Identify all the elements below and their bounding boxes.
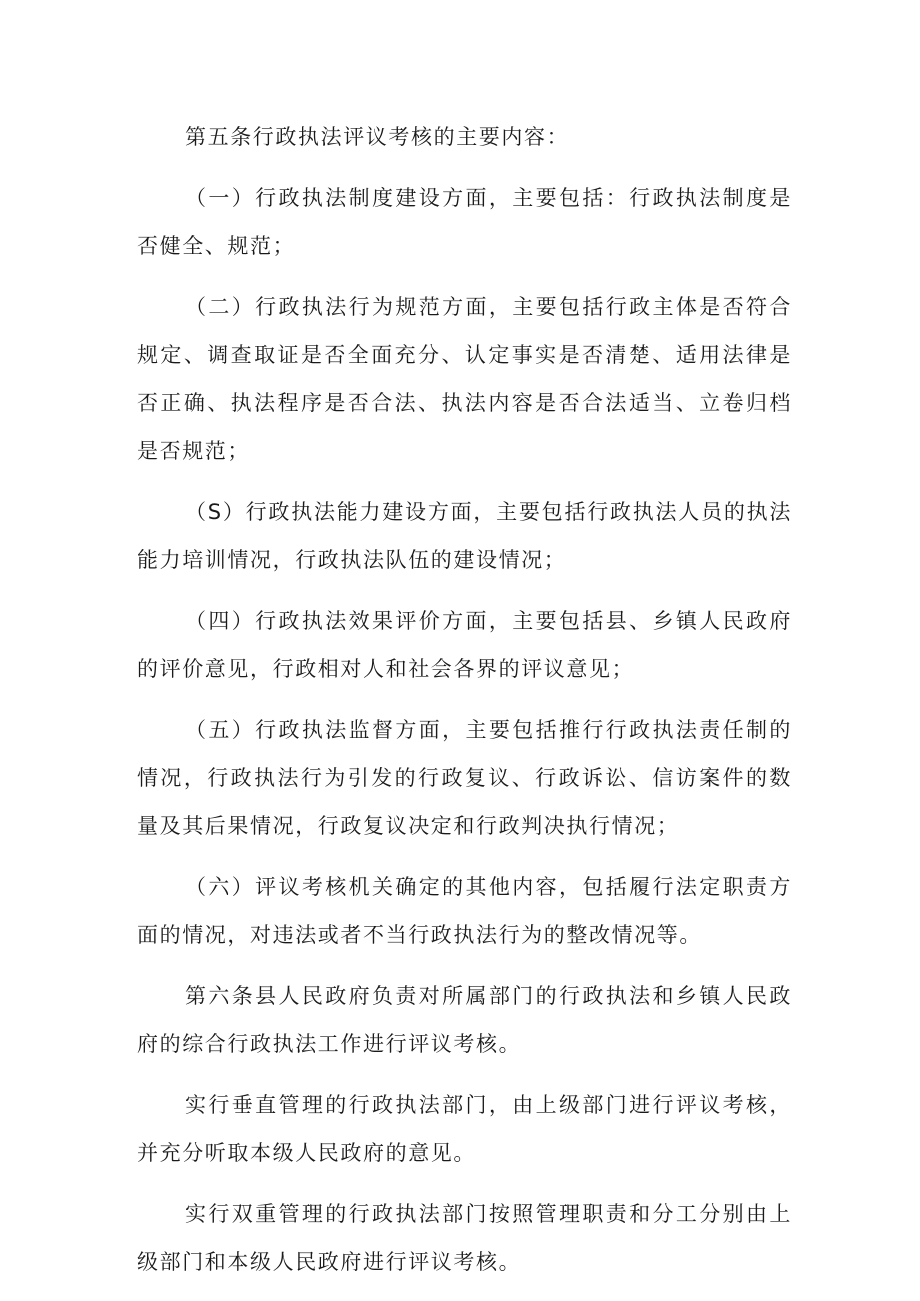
article-5-item-6: （六）评议考核机关确定的其他内容，包括履行法定职责方面的情况，对违法或者不当行政执法行为的整改情况等。	[137, 875, 792, 947]
article-5-item-4: （四）行政执法效果评价方面，主要包括县、乡镇人民政府的评价意见，行政相对人和社会各界的评议意见；	[137, 609, 792, 681]
article-6-paragraph-dual: 实行双重管理的行政执法部门按照管理职责和分工分别由上级部门和本级人民政府进行评议考核。	[137, 1202, 792, 1274]
document-page	[137, 113, 792, 1299]
article-5-item-2: （二）行政执法行为规范方面，主要包括行政主体是否符合规定、调查取证是否全面充分、认定事实是否清楚、适用法律是否正确、执法程序是否合法、执法内容是否合法适当、立卷归档是否规范；	[137, 295, 792, 463]
article-5-item-3: （S）行政执法能力建设方面，主要包括行政执法人员的执法能力培训情况，行政执法队伍的建设情况；	[137, 500, 792, 572]
article-5-item-5: （五）行政执法监督方面，主要包括推行行政执法责任制的情况，行政执法行为引发的行政复议、行政诉讼、信访案件的数量及其后果情况，行政复议决定和行政判决执行情况；	[137, 718, 792, 838]
article-5-heading: 第五条行政执法评议考核的主要内容：	[185, 125, 570, 149]
article-6-paragraph-vertical: 实行垂直管理的行政执法部门，由上级部门进行评议考核，并充分听取本级人民政府的意见。	[137, 1093, 792, 1165]
article-5-item-1: （一）行政执法制度建设方面，主要包括：行政执法制度是否健全、规范；	[137, 186, 792, 258]
article-6-heading: 第六条县人民政府负责对所属部门的行政执法和乡镇人民政府的综合行政执法工作进行评议考核。	[137, 984, 792, 1056]
